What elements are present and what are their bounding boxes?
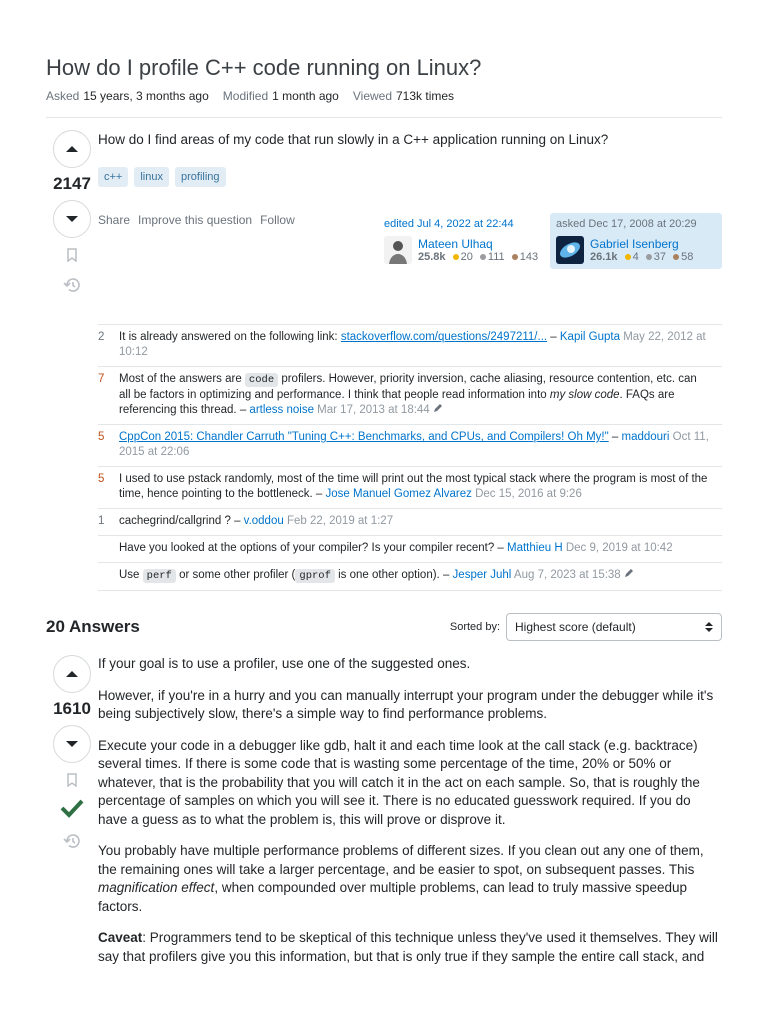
sort-value: Highest score (default) — [515, 620, 636, 634]
pencil-icon — [624, 568, 634, 578]
answer-vote-cell — [46, 655, 98, 979]
owner-name[interactable]: Gabriel Isenberg — [590, 237, 679, 251]
editor-reputation: 25.8k 20 111 143 — [418, 251, 539, 263]
answer-paragraph: However, if you're in a hurry and you can manually interrupt your program under the debugger while it's being subjectively slow, there's a simple way to find performance problems. — [98, 687, 714, 721]
comment-user[interactable]: Jose Manuel Gomez Alvarez — [325, 488, 472, 500]
answer-body — [98, 655, 722, 979]
comment-text: Have you looked at the options of your compiler? Is your compiler recent? – Matthieu H Dec 9, 2019 at 10:42 — [119, 542, 673, 554]
divider — [46, 117, 722, 118]
comment-score: 5 — [98, 431, 105, 443]
bookmark-icon[interactable] — [66, 248, 78, 267]
comment-text: I used to use pstack randomly, most of the time will print out the most typical stack where the program is most of the time, hence pointing to the bottleneck. – Jose Manuel Gomez Alvarez Dec 15, 2016 at 9:26 — [119, 473, 708, 500]
comment — [98, 509, 722, 536]
comment-link[interactable]: CppCon 2015: Chandler Carruth "Tuning C++: Benchmarks, and CPUs, and Compilers! Oh My!" — [119, 431, 609, 443]
comment-score — [98, 568, 119, 584]
downvote-button[interactable] — [53, 200, 91, 238]
comment — [98, 467, 722, 509]
comment-user[interactable]: Kapil Gupta — [559, 331, 620, 343]
answer-paragraph: Execute your code in a debugger like gdb, halt it and each time look at the call stack (e.g. backtrace) several times. If there is some code that is wasting some percentage of the time, 20% or 50% or whatever, that is the probability that you will catch it in the act on each sample. So, that is roughly the percentage of samples on which you will see it. There is no educated guesswork required. If you do have a guess as to what the problem is, this will prove or disprove it. — [98, 737, 700, 827]
editor-user — [384, 236, 544, 264]
comment-date: Mar 17, 2013 at 18:44 — [313, 404, 430, 416]
comment-date: Oct 11, 2015 at 22:06 — [119, 431, 709, 458]
comment-text: cachegrind/callgrind ? – v.oddou Feb 22, 2019 at 1:27 — [119, 515, 394, 527]
tag-profiling[interactable]: profiling — [175, 167, 226, 187]
avatar[interactable] — [556, 236, 584, 264]
arrow-up-icon — [65, 145, 79, 153]
comment-score: 5 — [98, 473, 105, 485]
history-icon[interactable] — [63, 833, 81, 854]
editor-signature — [378, 213, 550, 269]
comment-score: 7 — [98, 373, 105, 385]
gold-badge-icon — [625, 254, 631, 260]
tag-linux[interactable]: linux — [134, 167, 169, 187]
answer-post — [46, 655, 722, 979]
comment-user[interactable]: Jesper Juhl — [452, 569, 512, 581]
improve-link[interactable]: Improve this question — [138, 213, 253, 227]
edited-link[interactable]: edited Jul 4, 2022 at 22:44 — [384, 218, 514, 230]
comment-user[interactable]: artless noise — [249, 404, 314, 416]
arrow-down-icon — [65, 740, 79, 748]
select-arrows-icon — [705, 621, 713, 633]
comment-link[interactable]: stackoverflow.com/questions/2497211/... — [340, 331, 548, 343]
question-score: 2147 — [53, 174, 91, 193]
pencil-icon — [433, 403, 443, 413]
sort-control — [450, 613, 722, 641]
owner-reputation: 26.1k 4 37 58 — [590, 251, 694, 263]
answers-count: 20 Answers — [46, 617, 140, 636]
question-body — [98, 130, 722, 298]
question-vote-cell — [46, 130, 98, 298]
bronze-badge-icon — [673, 254, 679, 260]
comment-score: 1 — [98, 515, 105, 527]
answer-score: 1610 — [53, 699, 91, 718]
asked-meta: Asked 15 years, 3 months ago — [46, 89, 209, 103]
editor-name[interactable]: Mateen Ulhaq — [418, 237, 493, 251]
comment-user[interactable]: v.oddou — [243, 515, 284, 527]
gold-badge-icon — [453, 254, 459, 260]
upvote-button[interactable] — [53, 130, 91, 168]
bookmark-icon[interactable] — [66, 773, 78, 792]
arrow-down-icon — [65, 215, 79, 223]
comment-score: 2 — [98, 331, 105, 343]
answer-paragraph: You probably have multiple performance problems of different sizes. If you clean out any one of them, the remaining ones will take a larger percentage, and be easier to spot, on subsequent passes. This magnification effect, when compounded over multiple problems, can lead to truly massive speedup factors. — [98, 843, 704, 914]
comment-date: Feb 22, 2019 at 1:27 — [283, 515, 394, 527]
comment-list — [98, 324, 722, 591]
comment-date: May 22, 2012 at 10:12 — [119, 331, 706, 358]
tag-list — [98, 167, 722, 187]
upvote-button[interactable] — [53, 655, 91, 693]
comment-user[interactable]: Matthieu H — [507, 542, 563, 554]
answers-header — [46, 613, 722, 641]
question-meta — [46, 89, 722, 103]
comment-date: Aug 7, 2023 at 15:38 — [511, 569, 621, 581]
answer-paragraph: Caveat: Programmers tend to be skeptical of this technique unless they've used it themselves. They will say that profilers give you this information, but that is only true if they sample the entire call stack, and — [98, 930, 718, 964]
comment — [98, 425, 722, 467]
asked-date: asked Dec 17, 2008 at 20:29 — [556, 218, 697, 230]
comment — [98, 563, 722, 591]
main-content — [46, 54, 722, 979]
bronze-badge-icon — [512, 254, 518, 260]
owner-user — [556, 236, 716, 264]
answer-paragraph: If your goal is to use a profiler, use one of the suggested ones. — [98, 656, 471, 671]
comment-score — [98, 541, 119, 556]
comment-text: Use perf or some other profiler ( gprof is one other option). – Jesper Juhl Aug 7, 2023 at 15:38 — [119, 568, 722, 584]
comment-date: Dec 15, 2016 at 9:26 — [471, 488, 582, 500]
comment-date: Dec 9, 2019 at 10:42 — [562, 542, 673, 554]
accepted-checkmark-icon — [60, 798, 84, 823]
tag-cpp[interactable]: c++ — [98, 167, 128, 187]
follow-link[interactable]: Follow — [260, 213, 295, 227]
viewed-meta: Viewed 713k times — [352, 89, 455, 103]
silver-badge-icon — [480, 254, 486, 260]
question-post — [46, 130, 722, 298]
comment — [98, 367, 722, 425]
post-footer — [98, 213, 722, 269]
question-title[interactable]: How do I profile C++ code running on Linux? — [46, 55, 482, 80]
owner-signature — [550, 213, 722, 269]
comment-user[interactable]: maddouri — [621, 431, 670, 443]
avatar[interactable] — [384, 236, 412, 264]
comment-text: CppCon 2015: Chandler Carruth "Tuning C++: Benchmarks, and CPUs, and Compilers! Oh My!" – maddouri Oct 11, 2015 at 22:06 — [119, 431, 709, 458]
comment-text: It is already answered on the following link: stackoverflow.com/questions/2497211/... – Kapil Gupta May 22, 2012 at 10:12 — [119, 331, 706, 358]
sort-select[interactable] — [506, 613, 722, 641]
sort-label: Sorted by: — [449, 621, 500, 633]
modified-meta: Modified 1 month ago — [222, 89, 339, 103]
share-link[interactable]: Share — [98, 213, 131, 227]
downvote-button[interactable] — [53, 725, 91, 763]
comment — [98, 325, 722, 367]
question-text: How do I find areas of my code that run slowly in a C++ application running on Linux? — [98, 132, 609, 147]
history-icon[interactable] — [63, 277, 81, 298]
comment — [98, 536, 722, 563]
post-menu — [98, 213, 378, 227]
comment-text: Most of the answers are code profilers. However, priority inversion, cache aliasing, resource contention, etc. can all be factors in optimizing and performance. I think that people read information into my slow code. FAQs are referencing this thread. – artless noise Mar 17, 2013 at 18:44 — [119, 373, 697, 416]
arrow-up-icon — [65, 670, 79, 678]
silver-badge-icon — [646, 254, 652, 260]
